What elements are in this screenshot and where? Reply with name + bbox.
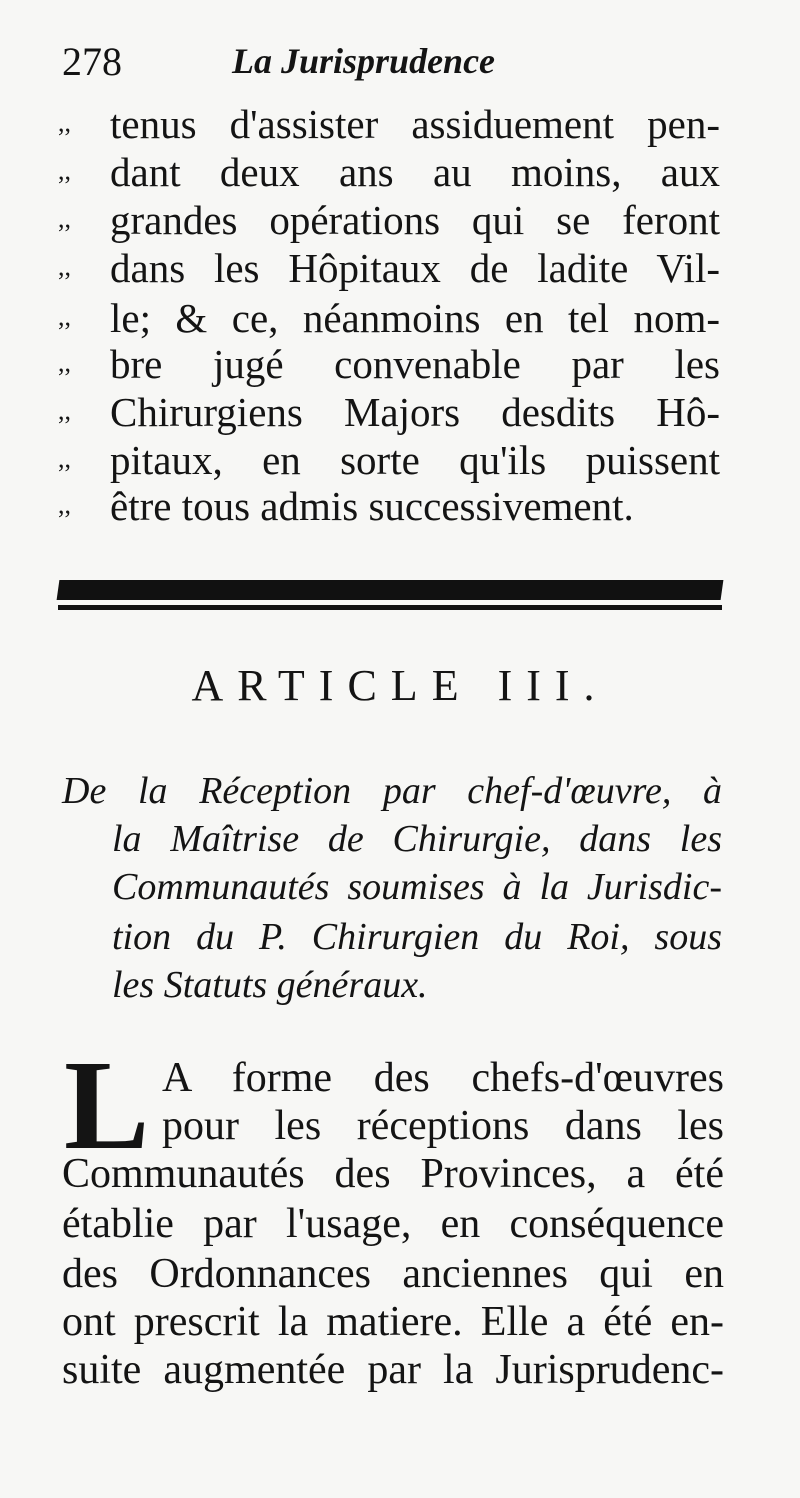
quote-mark: ,, [58,156,71,185]
section-rule-thin [58,605,722,610]
article-heading: ARTICLE III. [191,661,609,710]
quote-mark: ,, [58,396,71,425]
subtitle-line: Communautés soumises à la Jurisdic- [112,866,722,908]
body-line: Communautés des Provinces, a été [62,1151,724,1197]
quote-text: dans les Hôpitaux de ladite Vil- [110,245,720,291]
quote-mark: ,, [58,302,71,331]
quote-mark: ,, [58,444,71,473]
quote-text: tenus d'assister assiduement pen- [110,101,720,147]
quote-mark: ,, [58,490,71,519]
body-line: suite augmentée par la Jurisprudenc- [62,1347,724,1393]
subtitle-line: De la Réception par chef-d'œuvre, à [62,770,722,812]
page-header [62,38,722,98]
drop-cap: L [64,1034,150,1176]
quote-text: le; & ce, néanmoins en tel nom- [110,295,720,341]
quote-text: être tous admis successivement. [110,483,634,529]
body-line: des Ordonnances anciennes qui en [62,1251,724,1297]
body-line: ont prescrit la matiere. Elle a été en- [62,1299,724,1345]
quote-mark: ,, [58,348,71,377]
section-rule-thick [57,580,724,600]
body-line: A forme des chefs-d'œuvres [162,1055,724,1101]
running-title: La Jurisprudence [232,41,496,81]
body-line: établie par l'usage, en conséquence [62,1201,724,1247]
subtitle-line: la Maîtrise de Chirurgie, dans les [112,818,722,860]
quote-mark: ,, [58,108,71,137]
quote-text: bre jugé convenable par les [110,341,720,387]
page-number: 278 [62,39,122,84]
subtitle-line: les Statuts généraux. [112,964,428,1006]
body-line: pour les réceptions dans les [162,1103,724,1149]
quote-line [58,240,720,296]
subtitle-line: tion du P. Chirurgien du Roi, sous [112,916,722,958]
quote-line [58,478,720,534]
quote-text: dant deux ans au moins, aux [110,149,720,195]
quote-text: pitaux, en sorte qu'ils puissent [110,437,720,483]
quote-mark: ,, [58,204,71,233]
quote-mark: ,, [58,252,71,281]
quote-text: grandes opérations qui se feront [110,197,720,243]
quote-text: Chirurgiens Majors desdits Hô- [110,389,720,435]
